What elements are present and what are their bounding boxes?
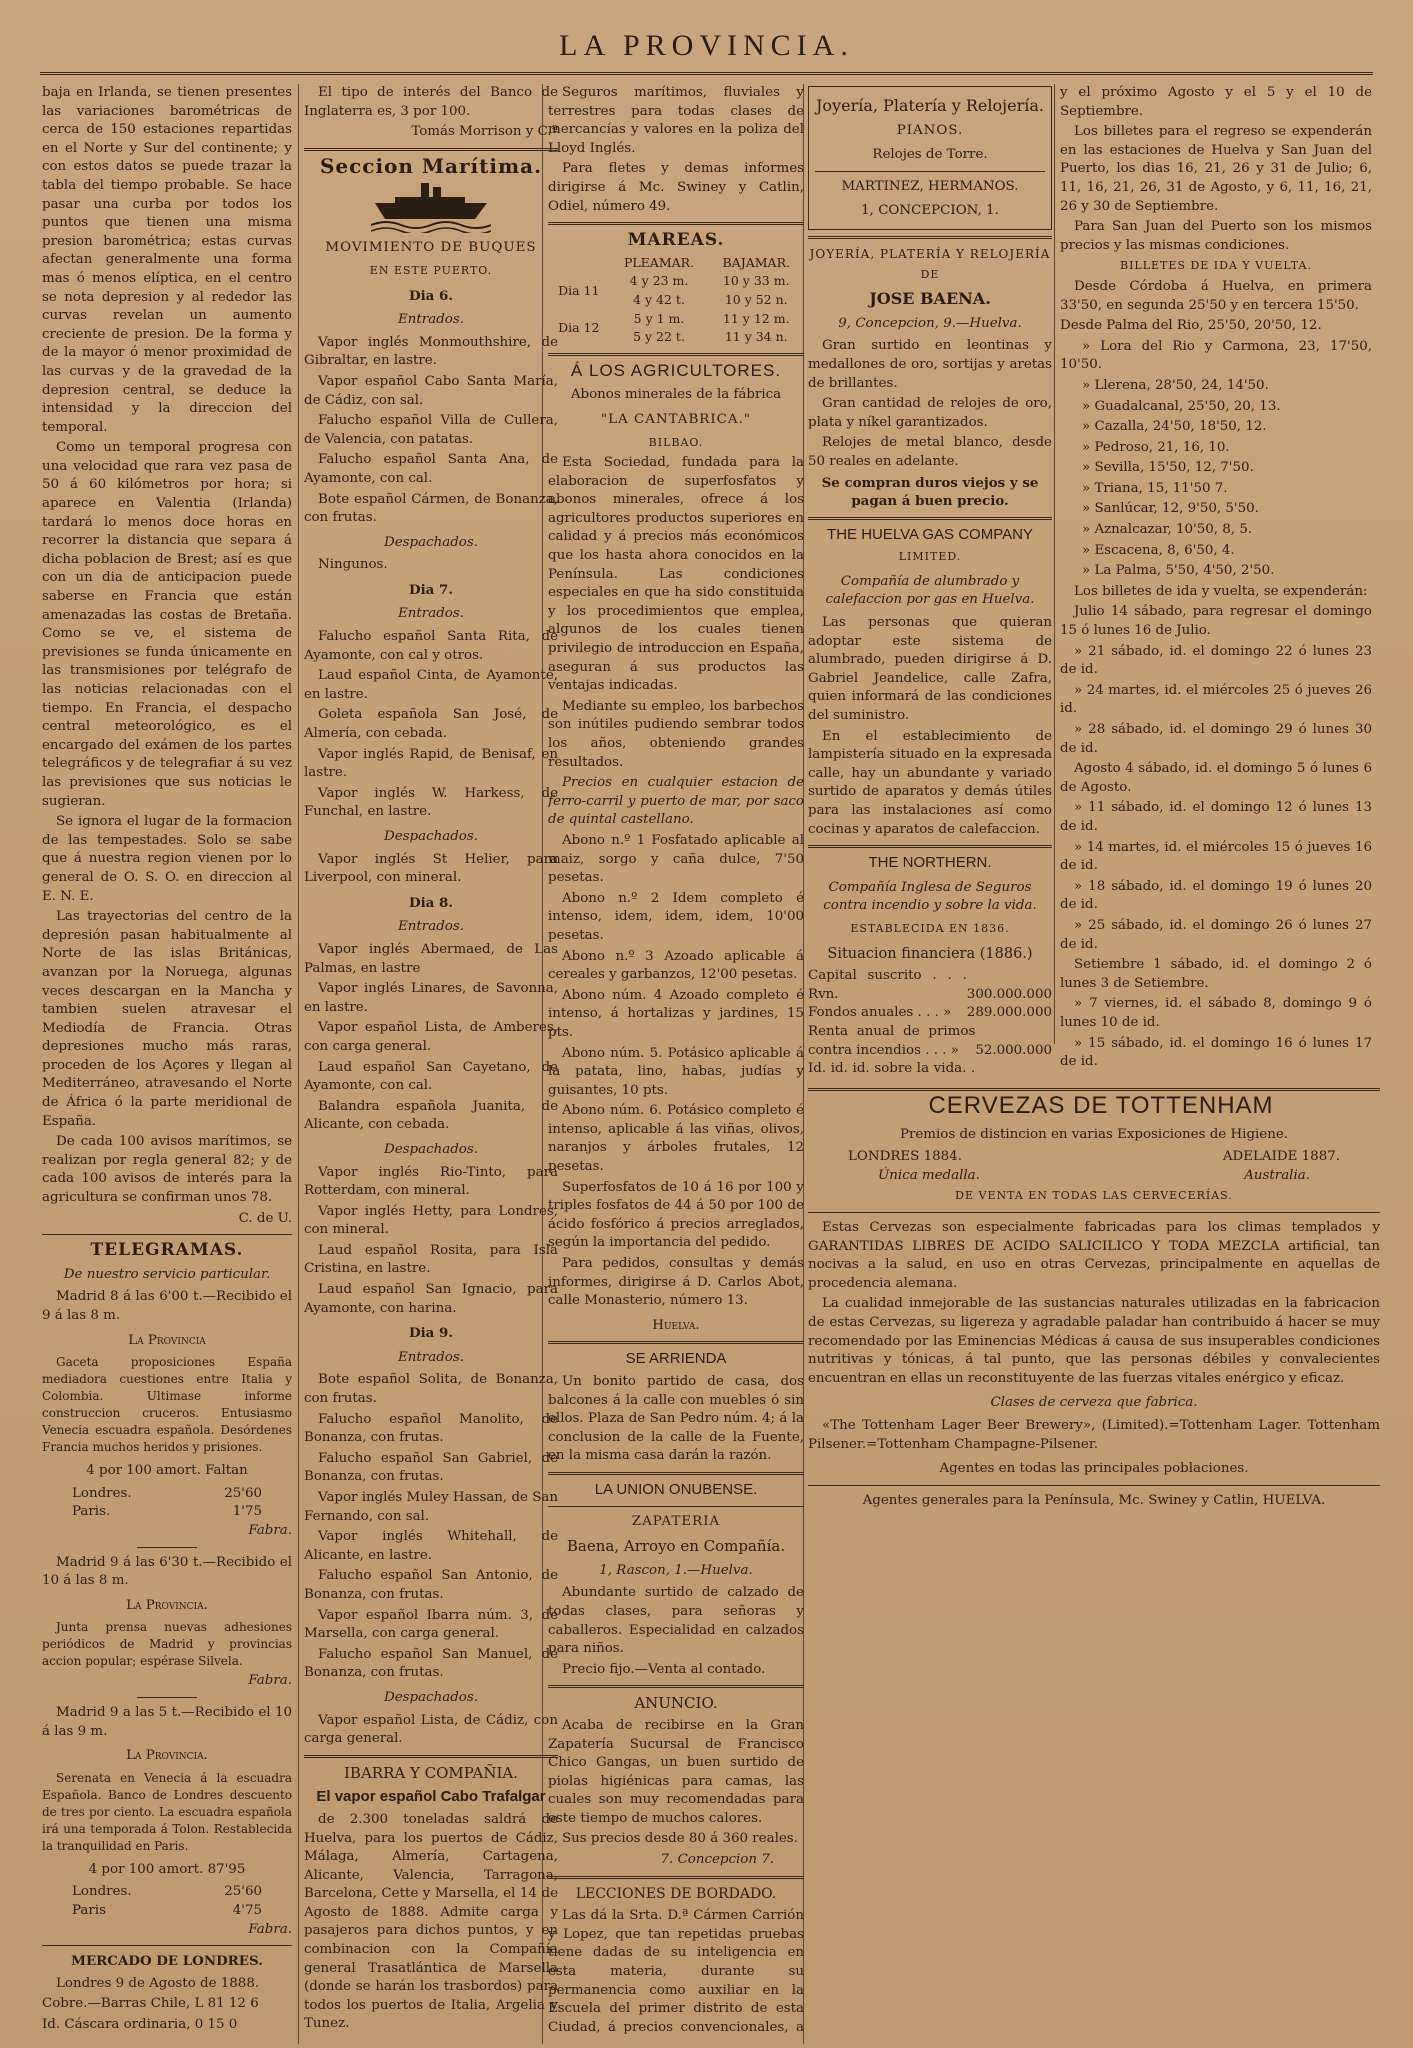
rate-row bbox=[42, 1503, 292, 1522]
movement-title: MOVIMIENTO DE BUQUES bbox=[325, 240, 537, 256]
rail-body: Los billetes para el regreso se expenderán en las estaciones de Huelva y San Juan del Puerto, los dias 16, 21, 26 y 31 de Julio; 6, 11, 16, 21, 26, 31 de Agosto, y 6, 11, 16, 21, 26 y 30 de Septiembre. bbox=[1060, 124, 1372, 214]
tides-col-header: BAJAMAR. bbox=[722, 254, 790, 270]
rate-value: 25'60 bbox=[224, 1884, 262, 1900]
column-5 bbox=[1060, 84, 1372, 1074]
ship-entry: Laud español Cinta, de Ayamonte, en lastre. bbox=[304, 668, 558, 702]
ship-list-d7-entries bbox=[304, 628, 558, 822]
divider bbox=[42, 1945, 292, 1946]
masthead bbox=[40, 20, 1373, 75]
ibarra-headline: El vapor español Cabo Trafalgar bbox=[316, 1788, 546, 1806]
round-trip-price-list bbox=[1060, 338, 1372, 581]
financial-label: Capital suscrito . . . Rvn. bbox=[808, 968, 967, 1002]
financial-row bbox=[808, 1023, 1052, 1060]
round-trip-title: BILLETES DE IDA Y VUELTA. bbox=[1119, 259, 1312, 273]
round-trip-price-item: » Pedroso, 21, 16, 10. bbox=[1082, 439, 1230, 455]
ship-entry: Falucho español Manolito, de Bonanza, con frutas. bbox=[304, 1411, 558, 1446]
tottenham-medals bbox=[808, 1148, 1380, 1167]
gas-body: Las personas que quieran adoptar este sistema de alumbrado, pueden dirigirse á D. Gabriel Jeandelice, calle Zafra, quien informará de las condiciones del suministro. bbox=[808, 615, 1052, 724]
ship-list-d9-entries bbox=[304, 1371, 558, 1683]
baena-body: Gran surtido en leontinas y medallones de oro, sortijas y aretas de brillantes. bbox=[808, 338, 1052, 391]
column-rule bbox=[298, 84, 299, 2044]
rate-label: Londres. bbox=[72, 1485, 132, 1501]
fertilizer-item: Abono núm. 4 Azoado completo é intenso, á hortalizas y jardines, 15 pts. bbox=[548, 987, 804, 1040]
fertilizer-list bbox=[548, 832, 804, 1177]
ibarra-title: IBARRA Y COMPAÑIA. bbox=[344, 1763, 518, 1782]
tottenham-classes-title: Clases de cerveza que fabrica. bbox=[990, 1395, 1198, 1411]
article-paragraph: baja en Irlanda, se tienen presentes las variaciones barométricas de cerca de 150 estaciones repartidas en el Norte y Sur del continente; y con estos datos se puede trazar la tabla del tiempo probable. Se hace pasar una curba por todos los puntos que tienen una misma presion barométrica; estas curvas afectan generalmente una forma mas ó menos elíptica, en el centro se nota depresion y al rededor las curvas revelan un aumento creciente de presion. De la forma y de la mayor ó menor proximidad de las curvas y de la gravedad de la depresion central, se deduce la intensidad y la direccion del temporal. bbox=[42, 85, 292, 435]
tides-table bbox=[548, 254, 804, 347]
divider bbox=[808, 1088, 1380, 1091]
shoe-shop-body: Precio fijo.—Venta al contado. bbox=[562, 1661, 766, 1677]
financial-label: Renta anual de primos contra incendios . . . » bbox=[808, 1023, 976, 1058]
northern-established: ESTABLECIDA EN 1836. bbox=[850, 921, 1010, 935]
tides-cell: 10 y 52 n. bbox=[724, 291, 788, 307]
ship-entry: Ningunos. bbox=[318, 557, 388, 573]
tottenham-title: CERVEZAS DE TOTTENHAM bbox=[928, 1092, 1274, 1119]
round-trip-dates bbox=[1060, 603, 1372, 1074]
financial-row bbox=[808, 967, 1052, 1004]
factory-name: "LA CANTABRICA." bbox=[600, 411, 752, 427]
telegram-header: Madrid 9 á las 6'30 t.—Recibido el 10 á las 8 m. bbox=[42, 1554, 292, 1589]
northern-financial: Situacion financiera (1886.) bbox=[827, 945, 1033, 962]
rate-label: Paris. bbox=[72, 1504, 111, 1520]
baena-body: Relojes de metal blanco, desde 50 reales en adelante. bbox=[808, 435, 1052, 469]
divider bbox=[548, 1506, 804, 1507]
tides-cell: 11 y 34 n. bbox=[724, 329, 788, 345]
rail-body: Para San Juan del Puerto son los mismos precios y las mismas condiciones. bbox=[1060, 219, 1372, 253]
ship-entry: Vapor inglés Whitehall, de Alicante, en lastre. bbox=[304, 1529, 558, 1563]
telegrams-subtitle: De nuestro servicio particular. bbox=[63, 1266, 271, 1282]
round-trip-date-item: » 25 sábado, id. el domingo 26 ó lunes 27 de id. bbox=[1060, 917, 1372, 952]
farmers-body: Para pedidos, consultas y demás informes, dirigirse á D. Carlos Abot, calle Monasterio, número 13. bbox=[548, 1256, 804, 1309]
notice-body: Sus precios desde 80 á 360 reales. bbox=[562, 1831, 798, 1847]
gas-title: THE HUELVA GAS COMPANY bbox=[827, 525, 1033, 543]
fertilizer-item: Abono núm. 6. Potásico completo é intenso, aplicable á las viñas, olivos, naranjos y árboles frutales, 12 pesetas. bbox=[548, 1103, 804, 1175]
embroidery-body: Las dá la Srta. D.ª Cármen Carrión y Lopez, que tan repetidas pruebas tiene dadas de su inteligencia en esta materia, durante su permanencia como auxiliar en la Escuela del primer distrito de esta Ciudad, á precios convencionales, a bbox=[548, 1908, 804, 2034]
shoe-shop-body: Abundante surtido de calzado de todas clases, para señoras y caballeros. Especialidad en calzados para niños. bbox=[548, 1585, 804, 1657]
financial-row bbox=[808, 1060, 1052, 1074]
northern-title: THE NORTHERN. bbox=[868, 854, 992, 872]
embroidery-title: LECCIONES DE BORDADO. bbox=[575, 1885, 777, 1902]
divider bbox=[808, 1485, 1380, 1486]
baena-name: JOSE BAENA. bbox=[869, 289, 991, 309]
ship-entry: Goleta española San José, de Almería, con cebada. bbox=[304, 707, 558, 742]
masthead-title: LA PROVINCIA. bbox=[559, 29, 854, 62]
dispatched-label: Despachados. bbox=[384, 829, 478, 844]
rent-body: Un bonito partido de casa, dos balcones á la calle con muebles ó sin ellos. Plaza de San Pedro núm. 4; á la conclusion de la calle de la Fuente, en la misma casa darán la razón. bbox=[548, 1374, 804, 1464]
day-heading: Dia 6. bbox=[408, 287, 454, 304]
tides-title: MAREAS. bbox=[627, 230, 725, 251]
article-paragraph: Las trayectorias del centro de la depresión pasan habitualmente al Norte de las islas Británicas, avanzan por la Noruega, algunas veces descargan en la Mancha y tambien suelen atravesar el Mediodía de Francia. Otras depresiones mucho más raras, proceden de los Açores y llegan al Mediterráneo, atravesando el Norte de África ó la parte meridional de España. bbox=[42, 909, 292, 1129]
round-trip-date-item: » 11 sábado, id. el domingo 12 ó lunes 13 de id. bbox=[1060, 800, 1372, 834]
jewelry-clocks: Relojes de Torre. bbox=[872, 147, 988, 163]
rate-value: 25'60 bbox=[224, 1485, 262, 1501]
rate-row bbox=[42, 1485, 292, 1504]
fertilizer-item: Abono n.º 3 Azoado aplicable á cereales y garbanzos, 12'00 pesetas. bbox=[548, 948, 804, 983]
rate-row bbox=[42, 1883, 292, 1902]
dispatched-label: Despachados. bbox=[384, 1689, 478, 1705]
tottenham-body: La cualidad inmejorable de las sustancias naturales utilizadas en la fabricacion de estas Cervezas, su ligereza y agradable paladar han contribuido á hacer se muy recomendado por las Eminencias Médicas á causa de sus insuperables condiciones nutritivas y tónicas, á tal punto, que las personas débiles y convalecientes encuentran en ellas un reconstituyente de las fuerzas vitales enérgico y eficaz. bbox=[808, 1296, 1380, 1386]
divider bbox=[548, 1685, 804, 1688]
round-trip-date-item: » 14 martes, id. el miércoles 15 ó jueves 16 de id. bbox=[1060, 839, 1372, 874]
gas-body: En el establecimiento de lampistería situado en la expresada calle, hay un abundante y variado surtido de aparatos y demás útiles para las instalaciones así como cocinas y aparatos de calefaccion. bbox=[808, 728, 1052, 837]
gas-tagline: Compañía de alumbrado y calefaccion por gas en Huelva. bbox=[825, 573, 1035, 608]
divider bbox=[548, 353, 804, 356]
tides-day: Dia 12 bbox=[558, 319, 600, 335]
fertilizer-item: Abono n.º 2 Idem completo é intenso, idem, idem, idem, 10'00 pesetas. bbox=[548, 890, 804, 943]
tottenham-awards: Premios de distincion en varias Exposiciones de Higiene. bbox=[899, 1126, 1289, 1142]
ship-entry: Vapor español Cabo Santa María, de Cádiz, con sal. bbox=[304, 373, 558, 408]
column-1 bbox=[42, 84, 292, 2034]
round-trip-date-item: » 15 sábado, id. el domingo 16 ó lunes 17 de id. bbox=[1060, 1035, 1372, 1070]
jewelry-name: MARTINEZ, HERMANOS. bbox=[841, 178, 1019, 194]
jewelry-pianos: PIANOS. bbox=[896, 122, 964, 138]
divider bbox=[548, 1341, 804, 1344]
telegram-body: Gaceta proposiciones España mediadora cuestiones entre Italia y Colombia. Ultimase informe construccion cruceros. Entusiasmo Venecia escuadra española. Desórdenes Francia muchos heridos y prisiones. bbox=[42, 1355, 292, 1455]
tides-col-header: PLEAMAR. bbox=[623, 254, 695, 270]
medal-note: Australia. bbox=[1244, 1167, 1310, 1183]
ship-list-d6-entries bbox=[304, 334, 558, 528]
ship-entry: Vapor inglés Rapid, de Benisaf, en lastre. bbox=[304, 746, 558, 781]
rate-label: Londres. bbox=[72, 1884, 132, 1900]
divider bbox=[548, 222, 804, 225]
tottenham-ad bbox=[808, 1082, 1380, 1514]
farmers-title: Á LOS AGRICULTORES. bbox=[570, 360, 782, 380]
telegram-header: Madrid 8 á las 6'00 t.—Recibido el 9 á las 8 m. bbox=[42, 1289, 292, 1323]
tottenham-classes: «The Tottenham Lager Beer Brewery», (Limited).=Tottenham Lager. Tottenham Pilsener.=Tottenham Champagne-Pilsener. bbox=[808, 1417, 1380, 1452]
medal-adelaide: ADELAIDE 1887. bbox=[1222, 1149, 1340, 1165]
rail-body: Desde Palma del Rio, 25'50, 20'50, 12. bbox=[1060, 318, 1322, 334]
ship-entry: Laud español Rosita, para Isla Cristina, en lastre. bbox=[304, 1242, 558, 1277]
financial-value: 289.000.000 bbox=[966, 1005, 1052, 1021]
round-trip-date-item: » 21 sábado, id. el domingo 22 ó lunes 23 de id. bbox=[1060, 643, 1372, 678]
northern-tagline: Compañía Inglesa de Seguros contra incendio y sobre la vida. bbox=[823, 879, 1037, 914]
steamship-icon bbox=[371, 181, 491, 233]
ship-entry: Vapor inglés Abermaed, de Las Palmas, en lastre bbox=[304, 941, 558, 976]
telegram-recipient: La Provincia bbox=[128, 1332, 206, 1348]
day-heading: Dia 9. bbox=[408, 1325, 454, 1342]
telegram-body: Serenata en Venecia á la escuadra Española. Banco de Londres descuento de tres por ciento. La escuadra española irá una temporada á Tolon. Restablecida la tranquilidad en Paris. bbox=[42, 1770, 292, 1853]
round-trip-date-item: » 7 viernes, id. el sábado 8, domingo 9 ó lunes 10 de id. bbox=[1060, 996, 1372, 1030]
entries-label: Entrados. bbox=[398, 1349, 464, 1365]
round-trip-date-item: » 28 sábado, id. el domingo 29 ó lunes 30 de id. bbox=[1060, 722, 1372, 756]
jewelry-ad bbox=[808, 86, 1052, 230]
telegrams-title: TELEGRAMAS. bbox=[90, 1240, 244, 1261]
ship-entry: Bote español Solita, de Bonanza, con frutas. bbox=[304, 1372, 558, 1407]
article-paragraph: Seguros marítimos, fluviales y terrestres para todas clases de mercancías y valores en la poliza del Lloyd Inglés. bbox=[548, 85, 804, 156]
rail-body: y el próximo Agosto y el 5 y el 10 de Septiembre. bbox=[1060, 85, 1372, 119]
entries-label: Entrados. bbox=[398, 312, 464, 328]
article-paragraph: Como un temporal progresa con una velocidad que rara vez pasa de 50 á 60 kilómetros por hora; si aparece en Valentia (Irlanda) tardará lo menos doce horas en recorrer la distancia que separa á dicha poblacion de Brest; así es que con un dia de anticipacion puede saberse en Francia que están amenazadas las costas de Bretaña. Como se ve, el sistema de previsiones se funda únicamente en las transmisiones por telégrafo de las noticias relacionadas con el tiempo. En Francia, el despacho central meteorológico, es el encargado del exámen de los partes telegráficos y de telegrafiar á su vez las previsiones que sus noticias le sugieran. bbox=[42, 440, 292, 809]
divider bbox=[808, 517, 1052, 520]
rent-title: SE ARRIENDA bbox=[625, 1350, 727, 1368]
round-trip-price-item: » Cazalla, 24'50, 18'50, 12. bbox=[1082, 419, 1267, 435]
divider bbox=[815, 171, 1045, 172]
ship-list-d9-dispatched bbox=[304, 1712, 558, 1749]
ship-entry: Laud español San Ignacio, para Ayamonte, con harina. bbox=[304, 1282, 558, 1316]
farmers-signature: Huelva. bbox=[652, 1317, 700, 1333]
union-title: LA UNION ONUBENSE. bbox=[594, 1480, 758, 1498]
tottenham-medal-notes bbox=[808, 1167, 1380, 1186]
farmers-prices-note: Precios en cualquier estacion de ferro-carril y puerto de mar, por saco de quintal castellano. bbox=[548, 775, 804, 828]
article-paragraph: Para fletes y demas informes dirigirse á Mc. Swiney y Catlin, Odiel, número 49. bbox=[548, 161, 804, 214]
ship-entry: Falucho español San Antonio, de Bonanza, con frutas. bbox=[304, 1568, 558, 1602]
entries-label: Entrados. bbox=[398, 919, 464, 935]
baena-de: DE bbox=[920, 267, 940, 281]
market-line: Cobre.—Barras Chile, L 81 12 6 bbox=[42, 1996, 259, 2012]
ship-entry: Vapor español Ibarra núm. 3, de Marsella, con carga general. bbox=[304, 1607, 558, 1642]
movement-subtitle: EN ESTE PUERTO. bbox=[369, 263, 493, 277]
rate-value: 1'75 bbox=[232, 1504, 262, 1520]
entries-label: Entrados. bbox=[398, 606, 464, 622]
ship-entry: Falucho español Santa Rita, de Ayamonte, con cal y otros. bbox=[304, 629, 558, 663]
article-paragraph: El tipo de interés del Banco de Inglaterra es, 3 por 100. bbox=[304, 85, 558, 119]
notice-title: ANUNCIO. bbox=[634, 1694, 718, 1713]
dispatched-label: Despachados. bbox=[384, 534, 478, 550]
tottenham-sale: DE VENTA EN TODAS LAS CERVECERÍAS. bbox=[955, 1189, 1233, 1203]
tides-cell: 4 y 42 t. bbox=[633, 291, 685, 307]
jewelry-title: Joyería, Platería y Relojería. bbox=[816, 96, 1044, 115]
baena-body: Gran cantidad de relojes de oro, plata y níkel garantizados. bbox=[808, 396, 1052, 430]
ship-entry: Vapor inglés Monmouthshire, de Gibraltar, en lastre. bbox=[304, 334, 558, 369]
ship-entry: Vapor español Lista, de Amberes, con carga general. bbox=[304, 1020, 558, 1054]
tides-cell: 10 y 33 m. bbox=[722, 273, 790, 289]
column-rule bbox=[1054, 84, 1055, 1044]
round-trip-date-item: Setiembre 1 sábado, id. el domingo 2 ó lunes 3 de Setiembre. bbox=[1060, 957, 1372, 991]
tottenham-agents: Agentes en todas las principales poblaciones. bbox=[939, 1461, 1249, 1477]
divider bbox=[42, 1234, 292, 1235]
medal-london: LONDRES 1884. bbox=[848, 1149, 962, 1165]
financial-label: Fondos anuales . . . » bbox=[808, 1005, 952, 1021]
divider bbox=[808, 845, 1052, 848]
medal-note: Única medalla. bbox=[878, 1167, 980, 1183]
ship-entry: Vapor inglés W. Harkess, de Funchal, en lastre. bbox=[304, 785, 558, 820]
ship-entry: Vapor inglés Hetty, para Londres, con mineral. bbox=[304, 1203, 558, 1238]
tides-cell: 11 y 12 m. bbox=[722, 310, 790, 326]
telegram-header: Madrid 9 a las 5 t.—Recibido el 10 á las 9 m. bbox=[42, 1704, 292, 1739]
ship-entry: Laud español San Cayetano, de Ayamonte, con cal. bbox=[304, 1059, 558, 1094]
financial-label: Id. id. id. sobre la vida. . bbox=[808, 1061, 976, 1074]
ship-entry: Vapor inglés Linares, de Savonna, en lastre. bbox=[304, 981, 558, 1015]
market-date: Londres 9 de Agosto de 1888. bbox=[56, 1975, 260, 1991]
rate-row bbox=[42, 1902, 292, 1921]
telegram-recipient: La Provincia. bbox=[126, 1748, 208, 1764]
ibarra-body: de 2.300 toneladas saldrá de Huelva, para los puertos de Cádiz, Málaga, Almería, Cartagena, Alicante, Valencia, Tarragona, Barcelona, Cette y Marsella, el 14 de Agosto de 1888. Admite carga y pasajeros para dichos puntos, y en combinacion con la Compañía general Trasatlántica de Marsella (donde se harán los trasbordos) para todos los puertos de Italia, Argelia y Tunez. bbox=[304, 1811, 558, 2032]
column-2 bbox=[304, 84, 558, 2034]
telegram-body: Junta prensa nuevas adhesiones periódicos de Madrid y provincias accion popular; espérase Silvela. bbox=[42, 1620, 292, 1669]
fertilizer-item: Abono núm. 5. Potásico aplicable á la patata, lino, habas, judías y guisantes, 10 pts. bbox=[548, 1045, 804, 1098]
divider bbox=[137, 1547, 197, 1548]
ship-entry: Falucho español Villa de Cullera, de Valencia, con patatas. bbox=[304, 413, 558, 447]
shoe-shop-label: ZAPATERIA bbox=[631, 1513, 721, 1529]
gas-subtitle: LIMITED. bbox=[898, 550, 962, 564]
round-trip-date-item: Julio 14 sábado, para regresar el domingo 15 ó lunes 16 de Julio. bbox=[1060, 604, 1372, 639]
telegram-signature: Fabra. bbox=[248, 1673, 292, 1689]
round-trip-date-item: » 18 sábado, id. el domingo 19 ó lunes 20 de id. bbox=[1060, 878, 1372, 913]
ship-list-d7-dispatched bbox=[304, 851, 558, 888]
ship-entry: Vapor inglés Rio-Tinto, para Rotterdam, con mineral. bbox=[304, 1164, 558, 1199]
ship-entry: Vapor inglés Muley Hassan, de San Fernando, con sal. bbox=[304, 1490, 558, 1524]
ship-entry: Vapor inglés St Helier, para Liverpool, con mineral. bbox=[304, 851, 558, 886]
rate-value: 4'75 bbox=[232, 1902, 262, 1918]
ship-entry: Vapor español Lista, de Cádiz, con carga general. bbox=[304, 1712, 558, 1747]
day-heading: Dia 8. bbox=[408, 894, 454, 911]
shoe-shop-name: Baena, Arroyo en Compañía. bbox=[566, 1537, 786, 1556]
article-signature: C. de U. bbox=[238, 1210, 292, 1226]
divider bbox=[304, 1755, 558, 1758]
article-paragraph: Se ignora el lugar de la formacion de las tempestades. Solo se sabe que á nuestra region vienen por lo general de O. S. O. en direccion al E. N. E. bbox=[42, 814, 292, 904]
ship-list-d8-entries bbox=[304, 941, 558, 1135]
notice-address: 7. Concepcion 7. bbox=[660, 1852, 774, 1868]
farmers-body: Mediante su empleo, los barbechos son inútiles pudiendo sembrar todos los años, obteniendo grandes resultados. bbox=[548, 698, 804, 770]
notice-body: Acaba de recibirse en la Gran Zapatería Sucursal de Francisco Chico Gangas, un buen surtido de piolas higiénicas para camas, las cuales son muy recomendadas para este tiempo de muchos calores. bbox=[548, 1717, 804, 1826]
rail-body: Los billetes de ida y vuelta, se expenderán: bbox=[1074, 583, 1368, 599]
divider bbox=[808, 236, 1052, 239]
telegram-rate: 4 por 100 amort. 87'95 bbox=[88, 1861, 246, 1877]
factory-city: BILBAO. bbox=[648, 435, 704, 449]
farmers-subtitle: Abonos minerales de la fábrica bbox=[570, 387, 782, 403]
telegram-signature: Fabra. bbox=[248, 1921, 292, 1937]
tides-day: Dia 11 bbox=[558, 282, 600, 298]
ship-list-d8-dispatched bbox=[304, 1164, 558, 1319]
financial-value: 300.000.000 bbox=[966, 986, 1052, 1002]
day-heading: Dia 7. bbox=[408, 581, 454, 598]
farmers-body: Superfosfatos de 10 á 16 por 100 y triples fosfatos de 44 á 50 por 100 de ácido fosfórico á precios arreglados, según la importancia del pedido. bbox=[548, 1179, 804, 1251]
divider bbox=[808, 1212, 1380, 1213]
tides-cell: 5 y 22 t. bbox=[633, 329, 685, 345]
divider bbox=[548, 1876, 804, 1879]
market-line: Id. Cáscara ordinaria, 0 15 0 bbox=[42, 2016, 238, 2032]
northern-financial-table bbox=[808, 967, 1052, 1074]
round-trip-price-item: » Llerena, 28'50, 24, 14'50. bbox=[1082, 377, 1269, 393]
round-trip-price-item: » Sanlúcar, 12, 9'50, 5'50. bbox=[1082, 501, 1259, 517]
farmers-body: Esta Sociedad, fundada para la elaboracion de superfosfatos y abonos minerales, ofrece á los agricultores productos superiores en calidad y á precios más económicos que los hasta ahora conocidos en la Península. Las condiciones especiales en que ha sido constituida y los procedimientos que emplea, algunos de los cuales tienen privilegio de introduccion en España, aseguran á sus productos las ventajas indicadas. bbox=[548, 455, 804, 694]
round-trip-price-item: » Triana, 15, 11'50 7. bbox=[1082, 480, 1228, 496]
column-4 bbox=[808, 84, 1052, 1074]
rail-body: Desde Córdoba á Huelva, en primera 33'50, en segunda 25'50 y en tercera 15'50. bbox=[1060, 278, 1372, 313]
round-trip-date-item: » 24 martes, id. el miércoles 25 ó jueves 26 id. bbox=[1060, 682, 1372, 717]
divider bbox=[304, 148, 558, 151]
rate-label: Paris bbox=[72, 1902, 106, 1918]
baena-title: JOYERÍA, PLATERÍA Y RELOJERÍA bbox=[809, 246, 1051, 261]
column-3 bbox=[548, 84, 804, 2034]
tides-cell: 5 y 1 m. bbox=[633, 310, 685, 326]
baena-highlight: Se compran duros viejos y se pagan á buen precio. bbox=[821, 474, 1039, 510]
telegram-signature: Fabra. bbox=[248, 1522, 292, 1538]
jewelry-address: 1, CONCEPCION, 1. bbox=[861, 203, 999, 219]
telegram-recipient: La Provincia. bbox=[126, 1597, 208, 1613]
fertilizer-item: Abono n.º 1 Fosfatado aplicable al maiz, sorgo y caña dulce, 7'50 pesetas. bbox=[548, 832, 804, 886]
article-paragraph: De cada 100 avisos marítimos, se realizan por regla general 82; y de cada 100 avisos de interés para la agricultura se confirman unos 78. bbox=[42, 1134, 292, 1206]
ship-entry: Falucho español San Gabriel, de Bonanza, con frutas. bbox=[304, 1450, 558, 1485]
divider bbox=[137, 1697, 197, 1698]
round-trip-price-item: » Sevilla, 15'50, 12, 7'50. bbox=[1082, 460, 1254, 476]
financial-row bbox=[808, 1004, 1052, 1023]
baena-address: 9, Concepcion, 9.—Huelva. bbox=[838, 315, 1022, 331]
ship-entry: Balandra española Juanita, de Alicante, con cebada. bbox=[304, 1098, 558, 1133]
round-trip-price-item: » Lora del Rio y Carmona, 23, 17'50, 10'50. bbox=[1060, 338, 1372, 373]
dispatched-label: Despachados. bbox=[384, 1141, 478, 1157]
round-trip-price-item: » Aznalcazar, 10'50, 8, 5. bbox=[1082, 522, 1253, 538]
tottenham-body: Estas Cervezas son especialmente fabricadas para los climas templados y GARANTIDAS LIBRES DE ACIDO SALICILICO Y TODA MEZCLA artificial, tan nocivas a la salud, en uso en otras Cervezas, principalmente en aquellas de procedencia alemana. bbox=[808, 1219, 1380, 1291]
round-trip-date-item: Agosto 4 sábado, id. el domingo 5 ó lunes 6 de Agosto. bbox=[1060, 761, 1372, 795]
maritime-section-title: Seccion Marítima. bbox=[319, 153, 543, 178]
ship-entry: Falucho español San Manuel, de Bonanza, con frutas. bbox=[304, 1646, 558, 1681]
article-signature: Tomás Morrison y C.ª bbox=[411, 124, 558, 140]
tottenham-general-agents: Agentes generales para la Península, Mc. Swiney y Catlin, HUELVA. bbox=[862, 1492, 1326, 1508]
round-trip-price-item: » Escacena, 8, 6'50, 4. bbox=[1082, 542, 1235, 558]
shoe-shop-address: 1, Rascon, 1.—Huelva. bbox=[599, 1562, 753, 1578]
ship-entry: Bote español Cármen, de Bonanza, con frutas. bbox=[304, 491, 558, 526]
ship-entry: Falucho español Santa Ana, de Ayamonte, con cal. bbox=[304, 452, 558, 486]
market-title: MERCADO DE LONDRES. bbox=[71, 1953, 263, 1970]
financial-value: 52.000.000 bbox=[975, 1042, 1052, 1058]
telegram-rate: 4 por 100 amort. Faltan bbox=[86, 1463, 248, 1479]
divider bbox=[548, 1472, 804, 1475]
round-trip-price-item: » Guadalcanal, 25'50, 20, 13. bbox=[1082, 398, 1281, 414]
round-trip-price-item: » La Palma, 5'50, 4'50, 2'50. bbox=[1082, 563, 1275, 579]
tides-cell: 4 y 23 m. bbox=[629, 273, 689, 289]
